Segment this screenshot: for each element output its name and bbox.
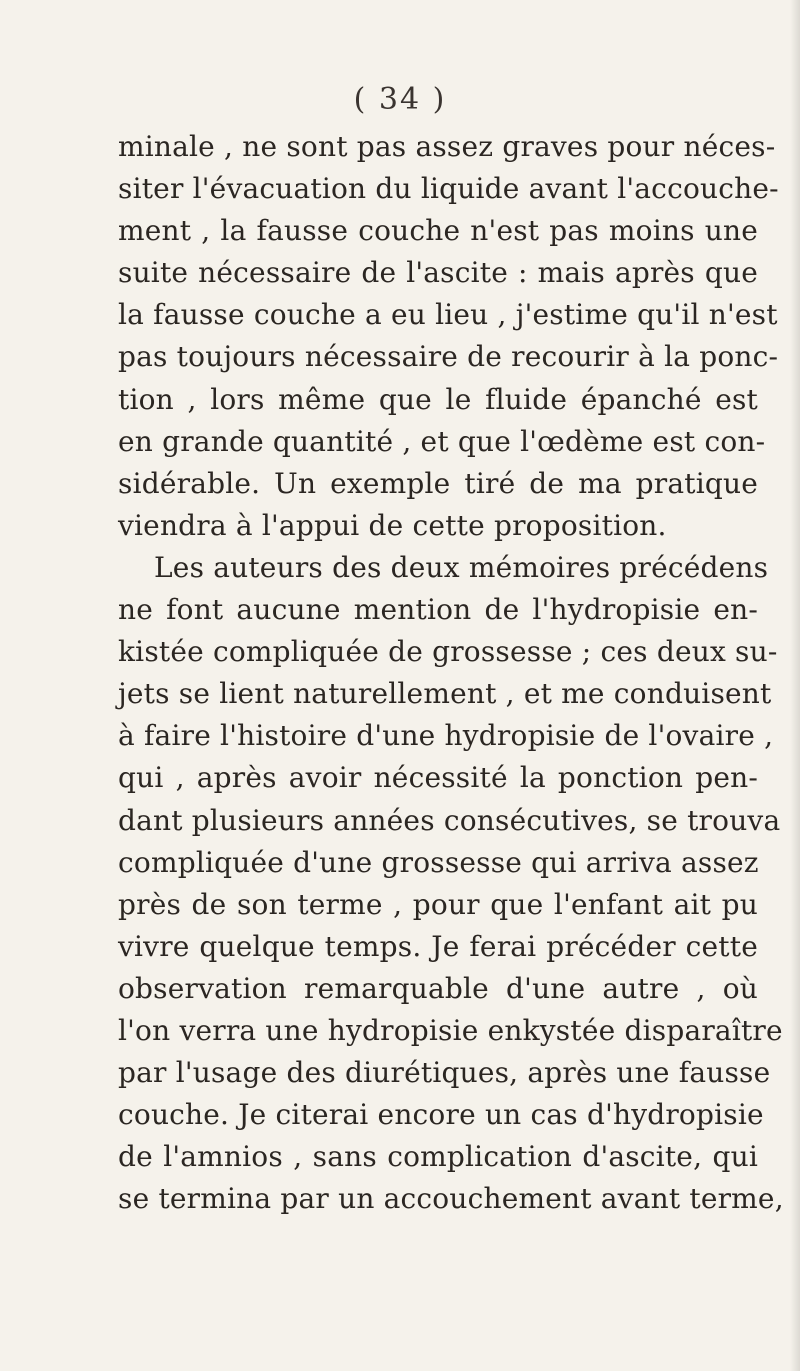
- text-line: jets se lient naturellement , et me conduisent: [118, 677, 772, 711]
- text-line: kistée compliquée de grossesse ; ces deux su-: [118, 635, 778, 669]
- text-line: en grande quantité , et que l'œdème est con-: [118, 424, 766, 458]
- text-line: se termina par un accouchement avant terme,: [118, 1182, 784, 1216]
- text-line: observation remarquable d'une autre , où: [118, 971, 758, 1005]
- text-line: ne font aucune mention de l'hydropisie en-: [118, 593, 758, 627]
- text-line: compliquée d'une grossesse qui arriva assez: [118, 845, 759, 879]
- text-line: près de son terme , pour que l'enfant ait pu: [118, 887, 758, 921]
- text-line: suite nécessaire de l'ascite : mais après que: [118, 256, 758, 290]
- text-line: à faire l'histoire d'une hydropisie de l'ovaire ,: [118, 719, 774, 753]
- text-line: couche. Je citerai encore un cas d'hydropisie: [118, 1098, 764, 1132]
- text-line: pas toujours nécessaire de recourir à la ponc-: [118, 340, 779, 374]
- page-edge-shadow: [790, 0, 800, 1371]
- paragraph-start-line: Les auteurs des deux mémoires précédens: [154, 550, 769, 584]
- text-line: tion , lors même que le fluide épanché est: [118, 382, 758, 416]
- body-text: [118, 126, 784, 1220]
- text-line: l'on verra une hydropisie enkystée disparaître: [118, 1013, 783, 1047]
- paragraph-end-line: viendra à l'appui de cette proposition.: [118, 508, 667, 542]
- text-line: sidérable. Un exemple tiré de ma pratique: [118, 466, 758, 500]
- text-line: par l'usage des diurétiques, après une fausse: [118, 1056, 771, 1090]
- text-line: de l'amnios , sans complication d'ascite, qui: [118, 1140, 758, 1174]
- text-line: la fausse couche a eu lieu , j'estime qu'il n'est: [118, 298, 778, 332]
- text-line: ment , la fausse couche n'est pas moins une: [118, 214, 758, 248]
- text-line: vivre quelque temps. Je ferai précéder cette: [118, 929, 758, 963]
- text-line: qui , après avoir nécessité la ponction pen-: [118, 761, 758, 795]
- text-line: minale , ne sont pas assez graves pour néces-: [118, 130, 776, 163]
- text-line: siter l'évacuation du liquide avant l'accouche-: [118, 172, 779, 206]
- text-line: dant plusieurs années consécutives, se trouva: [118, 803, 781, 837]
- page-number: ( 34 ): [353, 82, 447, 117]
